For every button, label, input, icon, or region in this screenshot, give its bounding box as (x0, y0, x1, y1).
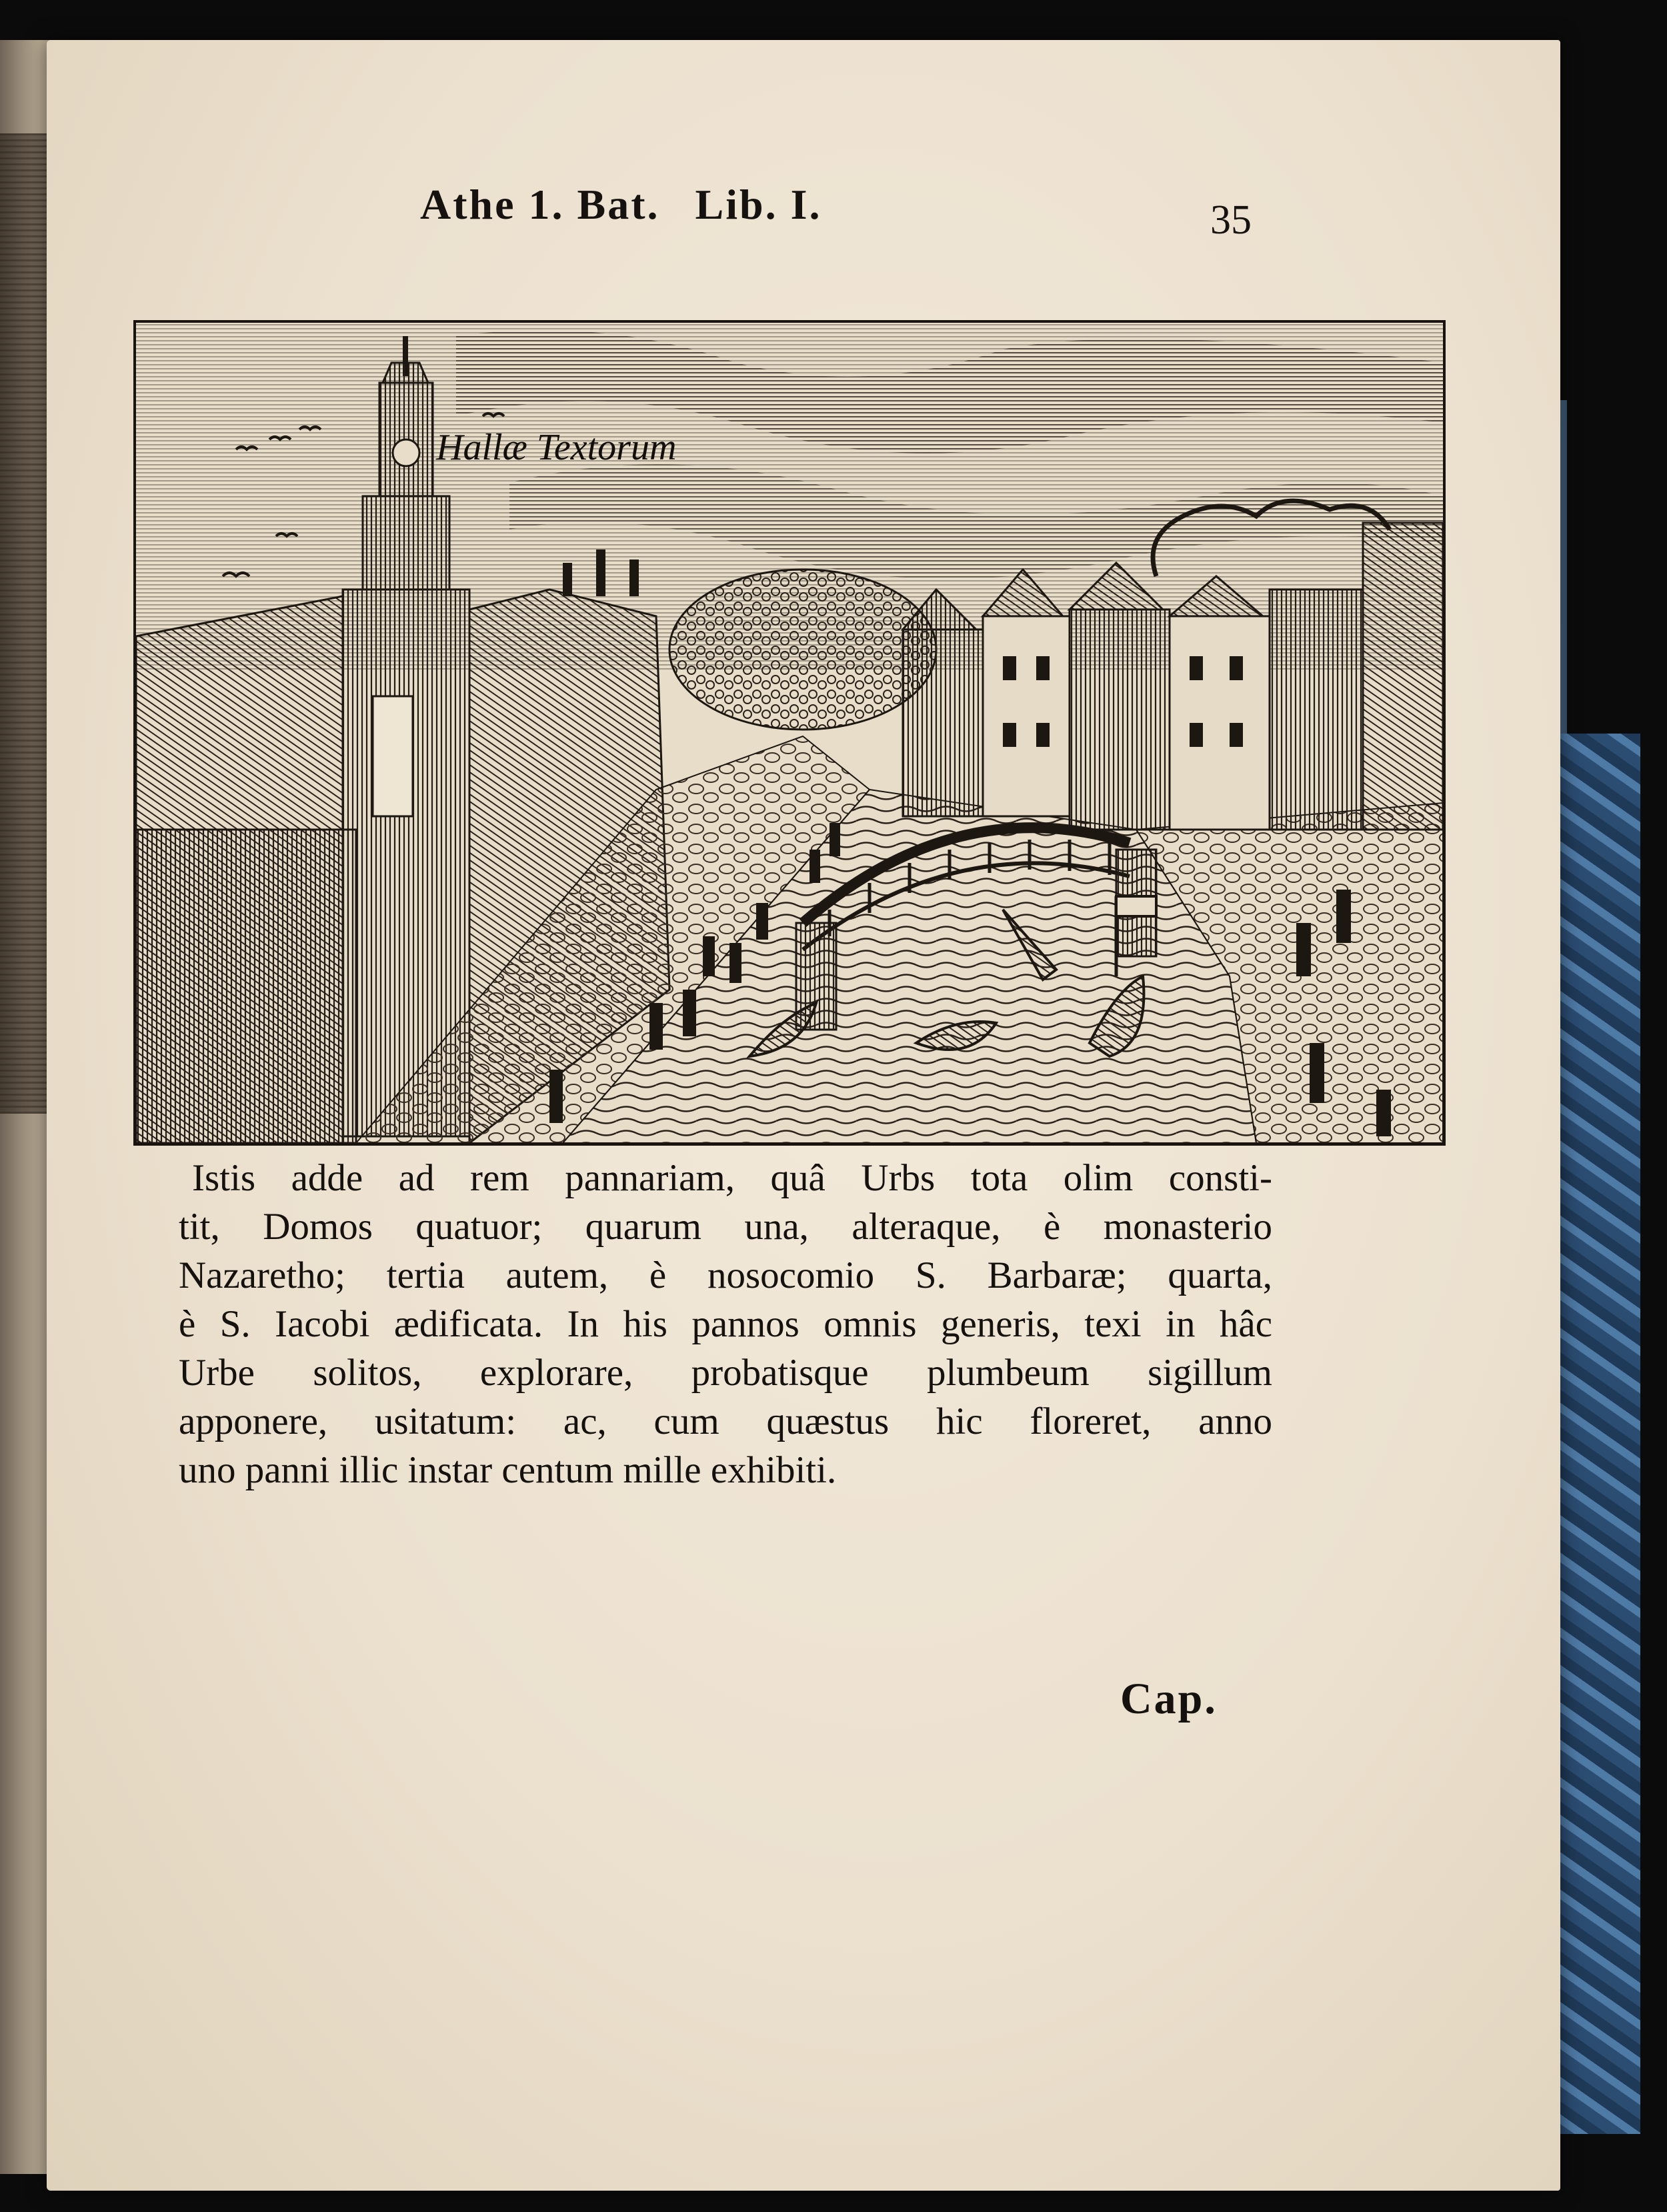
paragraph-line: Nazaretho; tertia autem, è nosocomio S. Barbaræ; quarta, (179, 1254, 1272, 1296)
page-number: 35 (1210, 197, 1252, 243)
book-page (47, 40, 1560, 2191)
engraving-caption: Hallæ Textorum (436, 427, 677, 468)
marbled-cover-board (1554, 734, 1640, 2134)
catchword: Cap. (1120, 1675, 1218, 1723)
paragraph-line: uno panni illic instar centum mille exhibiti. (179, 1449, 837, 1491)
left-building-facade (136, 830, 356, 1143)
paragraph-line: Istis adde ad rem pannariam, quâ Urbs tota olim consti- (192, 1157, 1272, 1199)
running-header-left: Athe 1. Bat. (420, 181, 660, 228)
paragraph-line: è S. Iacobi ædificata. In his pannos omnis generis, texi in hâc (179, 1303, 1272, 1345)
paragraph-line: Urbe solitos, explorare, probatisque plumbeum sigillum (179, 1352, 1272, 1394)
trees (669, 570, 936, 730)
engraving-illustration (133, 320, 1446, 1146)
paragraph-line: tit, Domos quatuor; quarum una, alteraque, è monasterio (179, 1206, 1272, 1248)
running-header (420, 180, 845, 229)
paragraph-line: apponere, usitatum: ac, cum quæstus hic floreret, anno (179, 1400, 1272, 1442)
engraving-scene (136, 323, 1443, 1143)
main-paragraph (179, 1154, 1272, 1494)
running-header-right: Lib. I. (695, 181, 822, 228)
